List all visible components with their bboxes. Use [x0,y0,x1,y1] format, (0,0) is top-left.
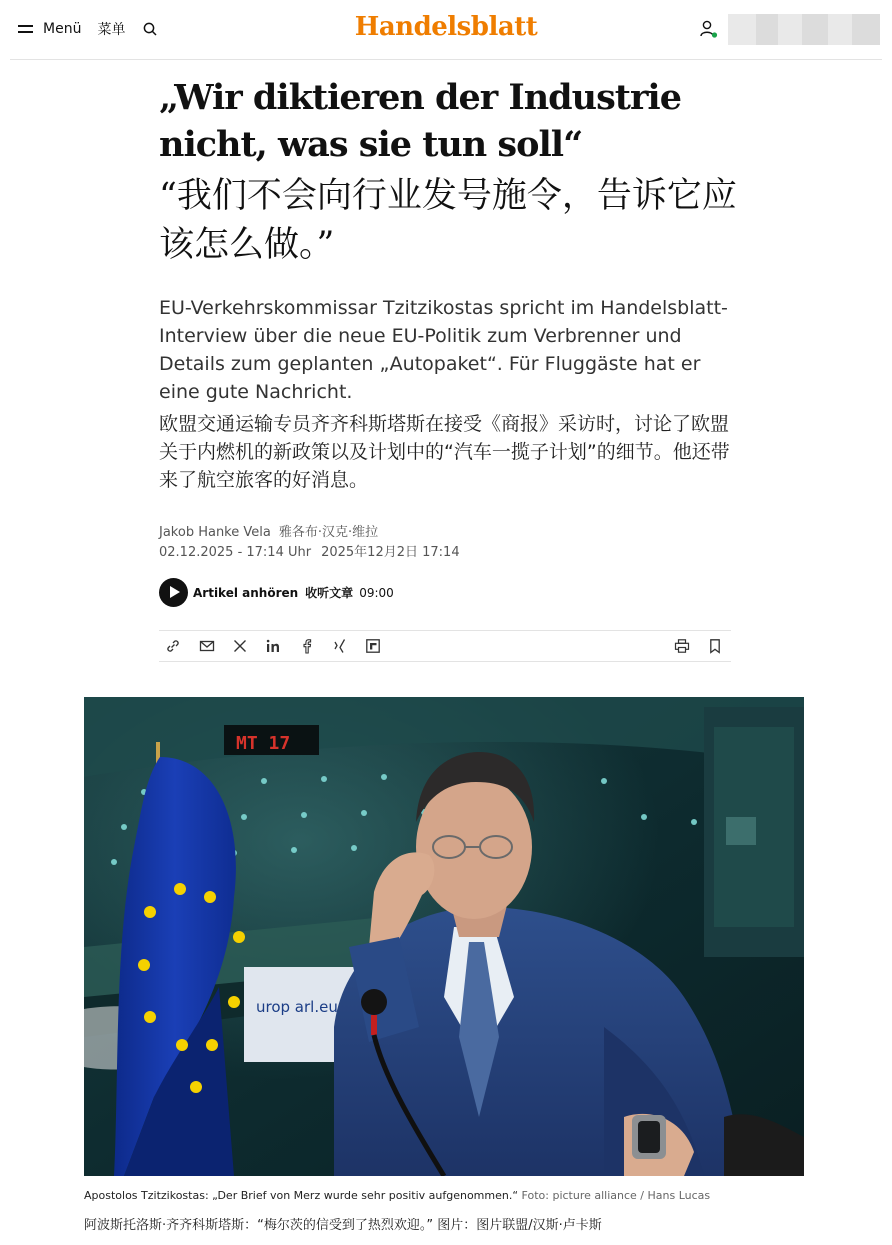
display-text: MT 17 [236,733,291,754]
image-caption-cn: 阿波斯托洛斯·齐齐科斯塔斯：“梅尔茨的信受到了热烈欢迎。” 图片：图片联盟/汉斯·卢卡斯 [84,1218,602,1233]
article-headline: „Wir diktieren der Industrie nicht, was sie tun soll“ [159,77,681,165]
print-icon[interactable] [674,638,690,654]
menu-label-cn: 菜单 [97,22,126,38]
facebook-icon[interactable] [299,638,315,654]
flipboard-icon[interactable] [365,638,381,654]
author-link[interactable]: Jakob Hanke Vela [159,525,271,540]
account-name-redacted-part [828,14,852,45]
mail-icon[interactable] [199,638,215,654]
listen-duration: 09:00 [359,585,394,600]
user-icon[interactable] [700,19,718,39]
bookmark-icon[interactable] [707,638,723,654]
account-name-redacted-part [852,14,880,45]
dateline [159,541,460,560]
byline [159,521,378,540]
listen-label: Artikel anhören [193,585,299,600]
account-name-redacted[interactable] [728,14,756,45]
audio-player[interactable] [159,578,394,607]
top-bar [0,0,892,60]
header-divider [10,59,882,60]
menu-label: Menü [43,21,82,37]
xing-icon[interactable] [332,638,348,654]
share-bar [159,630,731,662]
linkedin-icon[interactable] [265,638,281,654]
account-name-redacted-part [778,14,802,45]
article-lead: EU-Verkehrskommissar Tzitzikostas spricht im Handelsblatt-Interview über die neue EU-Politik zum Verbrenner und Details zum geplanten „Autopaket“. Für Fluggäste hat er eine gute Nachricht. [159,297,728,403]
link-icon[interactable] [165,638,181,654]
publish-date-cn: 2025年12月2日 17:14 [321,545,460,560]
listen-label-cn: 收听文章 [305,586,354,600]
caption-credit: Foto: picture alliance / Hans Lucas [521,1189,711,1202]
image-caption [84,1189,844,1202]
account-name-redacted-part [802,14,828,45]
banner-text: urop arl.eu [256,998,338,1016]
publish-date: 02.12.2025 - 17:14 Uhr [159,545,312,560]
account-name-redacted-part [756,14,778,45]
author-cn: 雅各布·汉克·维拉 [278,525,379,540]
hero-image [84,697,804,1176]
article-headline-cn: “我们不会向行业发号施令，告诉它应该怎么做。” [159,176,737,265]
x-icon[interactable] [232,638,248,654]
caption-text: Apostolos Tzitzikostas: „Der Brief von Merz wurde sehr positiv aufgenommen.“ [84,1189,519,1202]
article-lead-cn: 欧盟交通运输专员齐齐科斯塔斯在接受《商报》采访时，讨论了欧盟关于内燃机的新政策以及计划中的“汽车一揽子计划”的细节。他还带来了航空旅客的好消息。 [159,413,730,491]
play-icon[interactable] [159,578,188,607]
site-logo[interactable]: Handelsblatt [354,12,538,42]
